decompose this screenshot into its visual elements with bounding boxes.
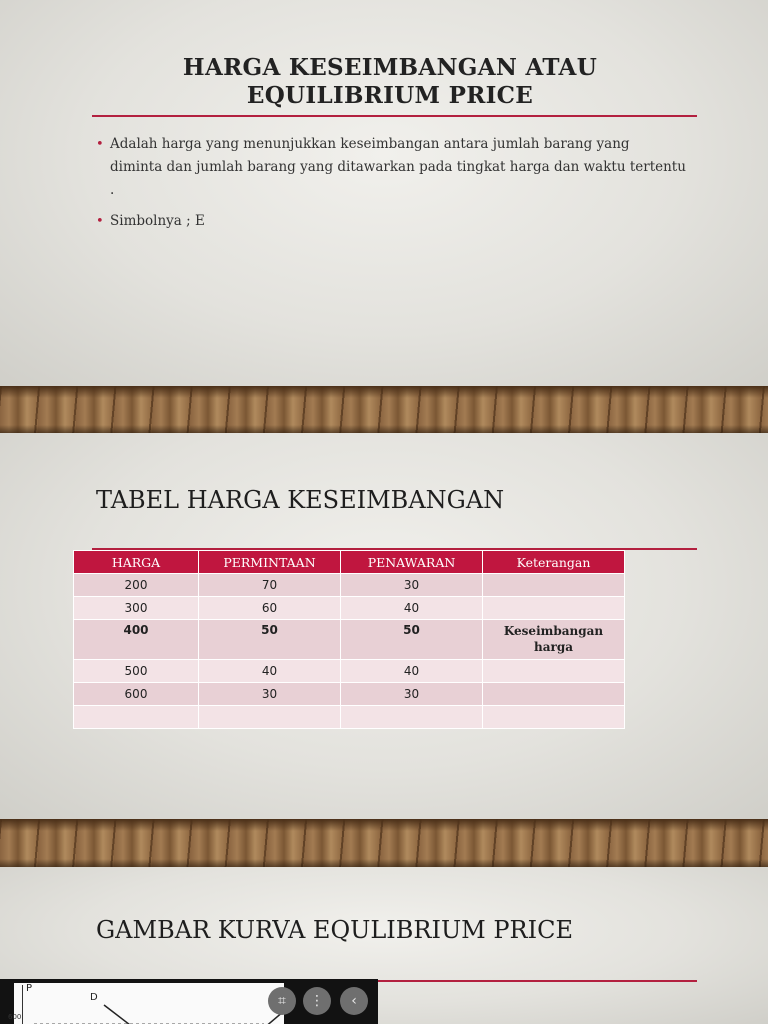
cell-harga [74, 706, 199, 729]
cell-harga: 300 [74, 597, 199, 620]
cell-harga: 600 [74, 683, 199, 706]
slide-1 [0, 0, 768, 386]
title-line-2: EQUILIBRIUM PRICE [246, 82, 534, 109]
cell-harga: 500 [74, 660, 199, 683]
equilibrium-table [73, 550, 625, 729]
cell-keterangan [483, 706, 625, 729]
cell-keterangan: Keseimbangan harga [483, 620, 625, 660]
scan-icon[interactable]: ⌗ [268, 987, 296, 1015]
header-keterangan: Keterangan [483, 551, 625, 574]
price-axis-label: P [26, 983, 33, 994]
cell-penawaran: 40 [341, 597, 483, 620]
cell-permintaan [199, 706, 341, 729]
bullet-text: Simbolnya ; E [110, 213, 205, 229]
table-row-empty [74, 706, 625, 729]
wood-floor-divider [0, 386, 768, 433]
bullet-text: Adalah harga yang menunjukkan keseimbangan antara jumlah barang yang diminta dan jumlah barang yang ditawarkan pada tingkat harga dan waktu tertentu . [110, 136, 686, 198]
table-row-equilibrium [74, 620, 625, 660]
title-underline [92, 115, 697, 117]
title-line-1: HARGA KESEIMBANGAN ATAU [182, 54, 598, 81]
table-row [74, 574, 625, 597]
cell-permintaan: 70 [199, 574, 341, 597]
cell-penawaran: 50 [341, 620, 483, 660]
chevron-left-icon[interactable]: ‹ [340, 987, 368, 1015]
more-vertical-icon[interactable]: ⋮ [303, 987, 331, 1015]
header-penawaran: PENAWARAN [341, 551, 483, 574]
slide-3-title: GAMBAR KURVA EQULIBRIUM PRICE [96, 916, 573, 944]
wood-floor-divider [0, 819, 768, 867]
slide-2 [0, 433, 768, 819]
cell-penawaran [341, 706, 483, 729]
table-row [74, 660, 625, 683]
cell-keterangan [483, 683, 625, 706]
header-harga: HARGA [74, 551, 199, 574]
cell-penawaran: 30 [341, 683, 483, 706]
price-tick-label: 600 [8, 1013, 22, 1021]
slide-3 [0, 867, 768, 1024]
cell-harga: 200 [74, 574, 199, 597]
table-header-row [74, 551, 625, 574]
bullet-dot: • [96, 214, 104, 229]
cell-permintaan: 40 [199, 660, 341, 683]
cell-permintaan: 50 [199, 620, 341, 660]
bullet-symbol [96, 210, 686, 233]
cell-harga: 400 [74, 620, 199, 660]
bullet-dot: • [96, 137, 104, 152]
slide-1-title [130, 54, 650, 110]
cell-keterangan [483, 597, 625, 620]
cell-penawaran: 40 [341, 660, 483, 683]
table-row [74, 683, 625, 706]
cell-keterangan [483, 660, 625, 683]
cell-penawaran: 30 [341, 574, 483, 597]
cell-keterangan [483, 574, 625, 597]
table-row [74, 597, 625, 620]
curve-image [0, 979, 378, 1024]
bullet-list [96, 133, 686, 241]
slide-2-title: TABEL HARGA KESEIMBANGAN [96, 486, 505, 514]
curve-lines [14, 983, 284, 1024]
cell-permintaan: 60 [199, 597, 341, 620]
bullet-definition [96, 133, 686, 202]
demand-curve-label: D [90, 992, 98, 1003]
header-permintaan: PERMINTAAN [199, 551, 341, 574]
demand-curve-line [104, 1005, 134, 1024]
cell-permintaan: 30 [199, 683, 341, 706]
